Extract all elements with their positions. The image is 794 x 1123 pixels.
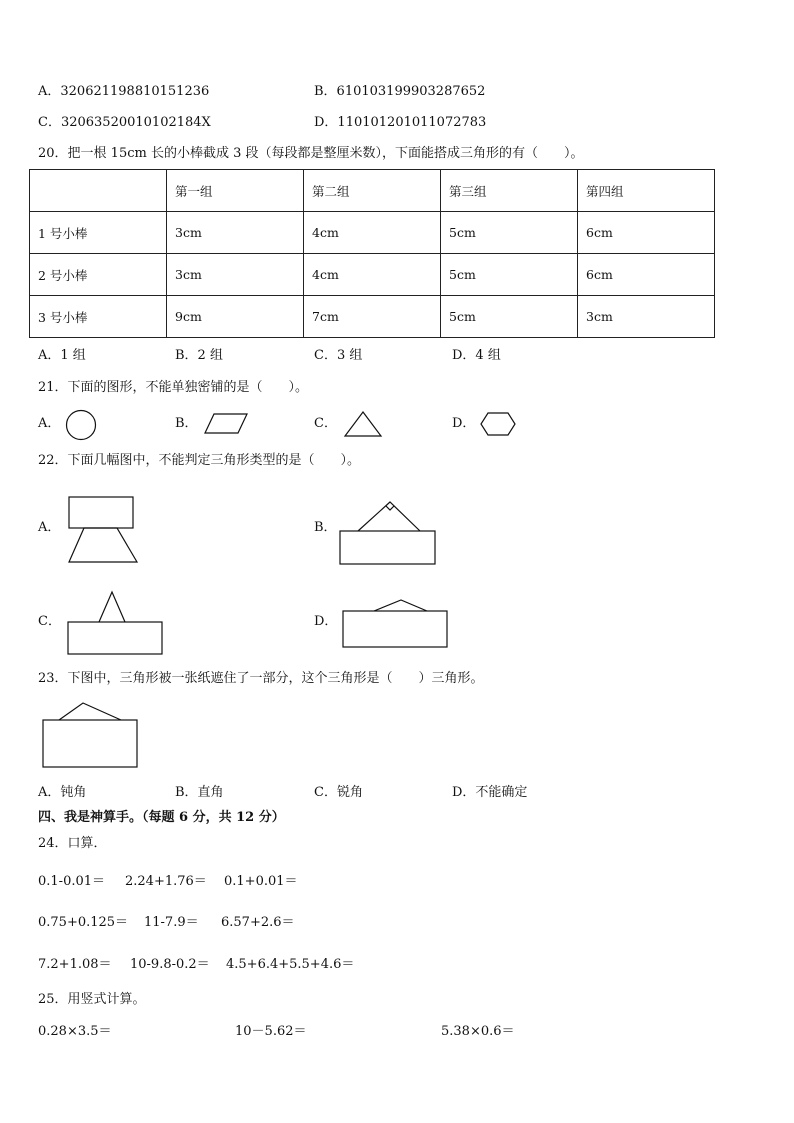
option-a: A．1 组 <box>38 348 86 363</box>
table-cell: 2 号小棒 <box>30 254 167 296</box>
triangle-covered-figure <box>41 700 139 770</box>
option-b: B．2 组 <box>175 348 223 363</box>
hexagon-icon <box>479 411 517 437</box>
table-cell: 6cm <box>578 254 715 296</box>
table-row <box>30 212 715 254</box>
calc-item: 6.57+2.6＝ <box>221 915 295 930</box>
table-cell: 4cm <box>304 212 441 254</box>
calc-item: 11-7.9＝ <box>144 915 199 930</box>
calc-item: 0.1-0.01＝ <box>38 874 106 889</box>
question-23-stem: 23．下图中，三角形被一张纸遮住了一部分，这个三角形是（ ）三角形。 <box>38 671 484 686</box>
table-cell: 3cm <box>167 254 304 296</box>
option-d-label: D． <box>314 614 338 629</box>
question-25-stem: 25．用竖式计算。 <box>38 992 146 1007</box>
calc-item: 4.5+6.4+5.5+4.6＝ <box>226 957 355 972</box>
calc-item: 10-9.8-0.2＝ <box>130 957 210 972</box>
table-cell: 第一组 <box>167 170 304 212</box>
calc-item: 10－5.62＝ <box>235 1024 307 1039</box>
option-d-label: D． <box>452 416 476 431</box>
option-a-label: A． <box>38 416 61 431</box>
circle-icon <box>64 409 98 441</box>
option-c: C．锐角 <box>314 785 363 800</box>
table-row <box>30 296 715 338</box>
question-24-stem: 24．口算． <box>38 836 107 851</box>
calc-item: 0.75+0.125＝ <box>38 915 129 930</box>
table-cell: 6cm <box>578 212 715 254</box>
option-b-label: B． <box>175 416 198 431</box>
option-c-label: C． <box>314 416 337 431</box>
table-cell: 5cm <box>441 254 578 296</box>
table-cell: 5cm <box>441 296 578 338</box>
triangle-icon <box>343 410 383 438</box>
table-cell: 3cm <box>167 212 304 254</box>
table-cell: 第四组 <box>578 170 715 212</box>
option-d: D．110101201011072783 <box>314 115 487 130</box>
option-b: B．610103199903287652 <box>314 84 486 99</box>
option-c: C．3 组 <box>314 348 363 363</box>
table-cell: 7cm <box>304 296 441 338</box>
table-cell: 4cm <box>304 254 441 296</box>
table-cell: 3cm <box>578 296 715 338</box>
table-cell: 9cm <box>167 296 304 338</box>
triangle-covered-figure-b <box>338 499 438 567</box>
table-cell: 3 号小棒 <box>30 296 167 338</box>
table-row <box>30 254 715 296</box>
option-a: A．钝角 <box>38 785 87 800</box>
option-a-label: A． <box>38 520 61 535</box>
calc-item: 0.1+0.01＝ <box>224 874 298 889</box>
table-cell: 第三组 <box>441 170 578 212</box>
triangle-covered-figure-d <box>341 598 449 650</box>
parallelogram-icon <box>203 413 249 435</box>
table-cell: 第二组 <box>304 170 441 212</box>
table-cell: 5cm <box>441 212 578 254</box>
question-20-stem: 20．把一根 15cm 长的小棒截成 3 段（每段都是整厘米数），下面能搭成三角形的有（ ）。 <box>38 146 584 161</box>
option-b-label: B． <box>314 520 337 535</box>
triangle-covered-figure-c <box>66 589 164 657</box>
option-d: D．4 组 <box>452 348 501 363</box>
calc-item: 7.2+1.08＝ <box>38 957 112 972</box>
option-c-label: C． <box>38 614 61 629</box>
table-cell: 1 号小棒 <box>30 212 167 254</box>
section-title: 四、我是神算手。（每题 6 分，共 12 分） <box>38 810 285 825</box>
option-b: B．直角 <box>175 785 224 800</box>
table-cell <box>30 170 167 212</box>
table-header-row <box>30 170 715 212</box>
triangle-covered-figure-a <box>66 495 142 565</box>
question-20-table <box>29 169 715 338</box>
question-22-stem: 22．下面几幅图中，不能判定三角形类型的是（ ）。 <box>38 453 361 468</box>
question-21-stem: 21．下面的图形，不能单独密铺的是（ ）。 <box>38 380 309 395</box>
calc-item: 0.28×3.5＝ <box>38 1024 112 1039</box>
calc-item: 2.24+1.76＝ <box>125 874 207 889</box>
option-c: C．32063520010102184X <box>38 115 211 130</box>
option-a: A．320621198810151236 <box>38 84 210 99</box>
calc-item: 5.38×0.6＝ <box>441 1024 515 1039</box>
option-d: D．不能确定 <box>452 785 528 800</box>
